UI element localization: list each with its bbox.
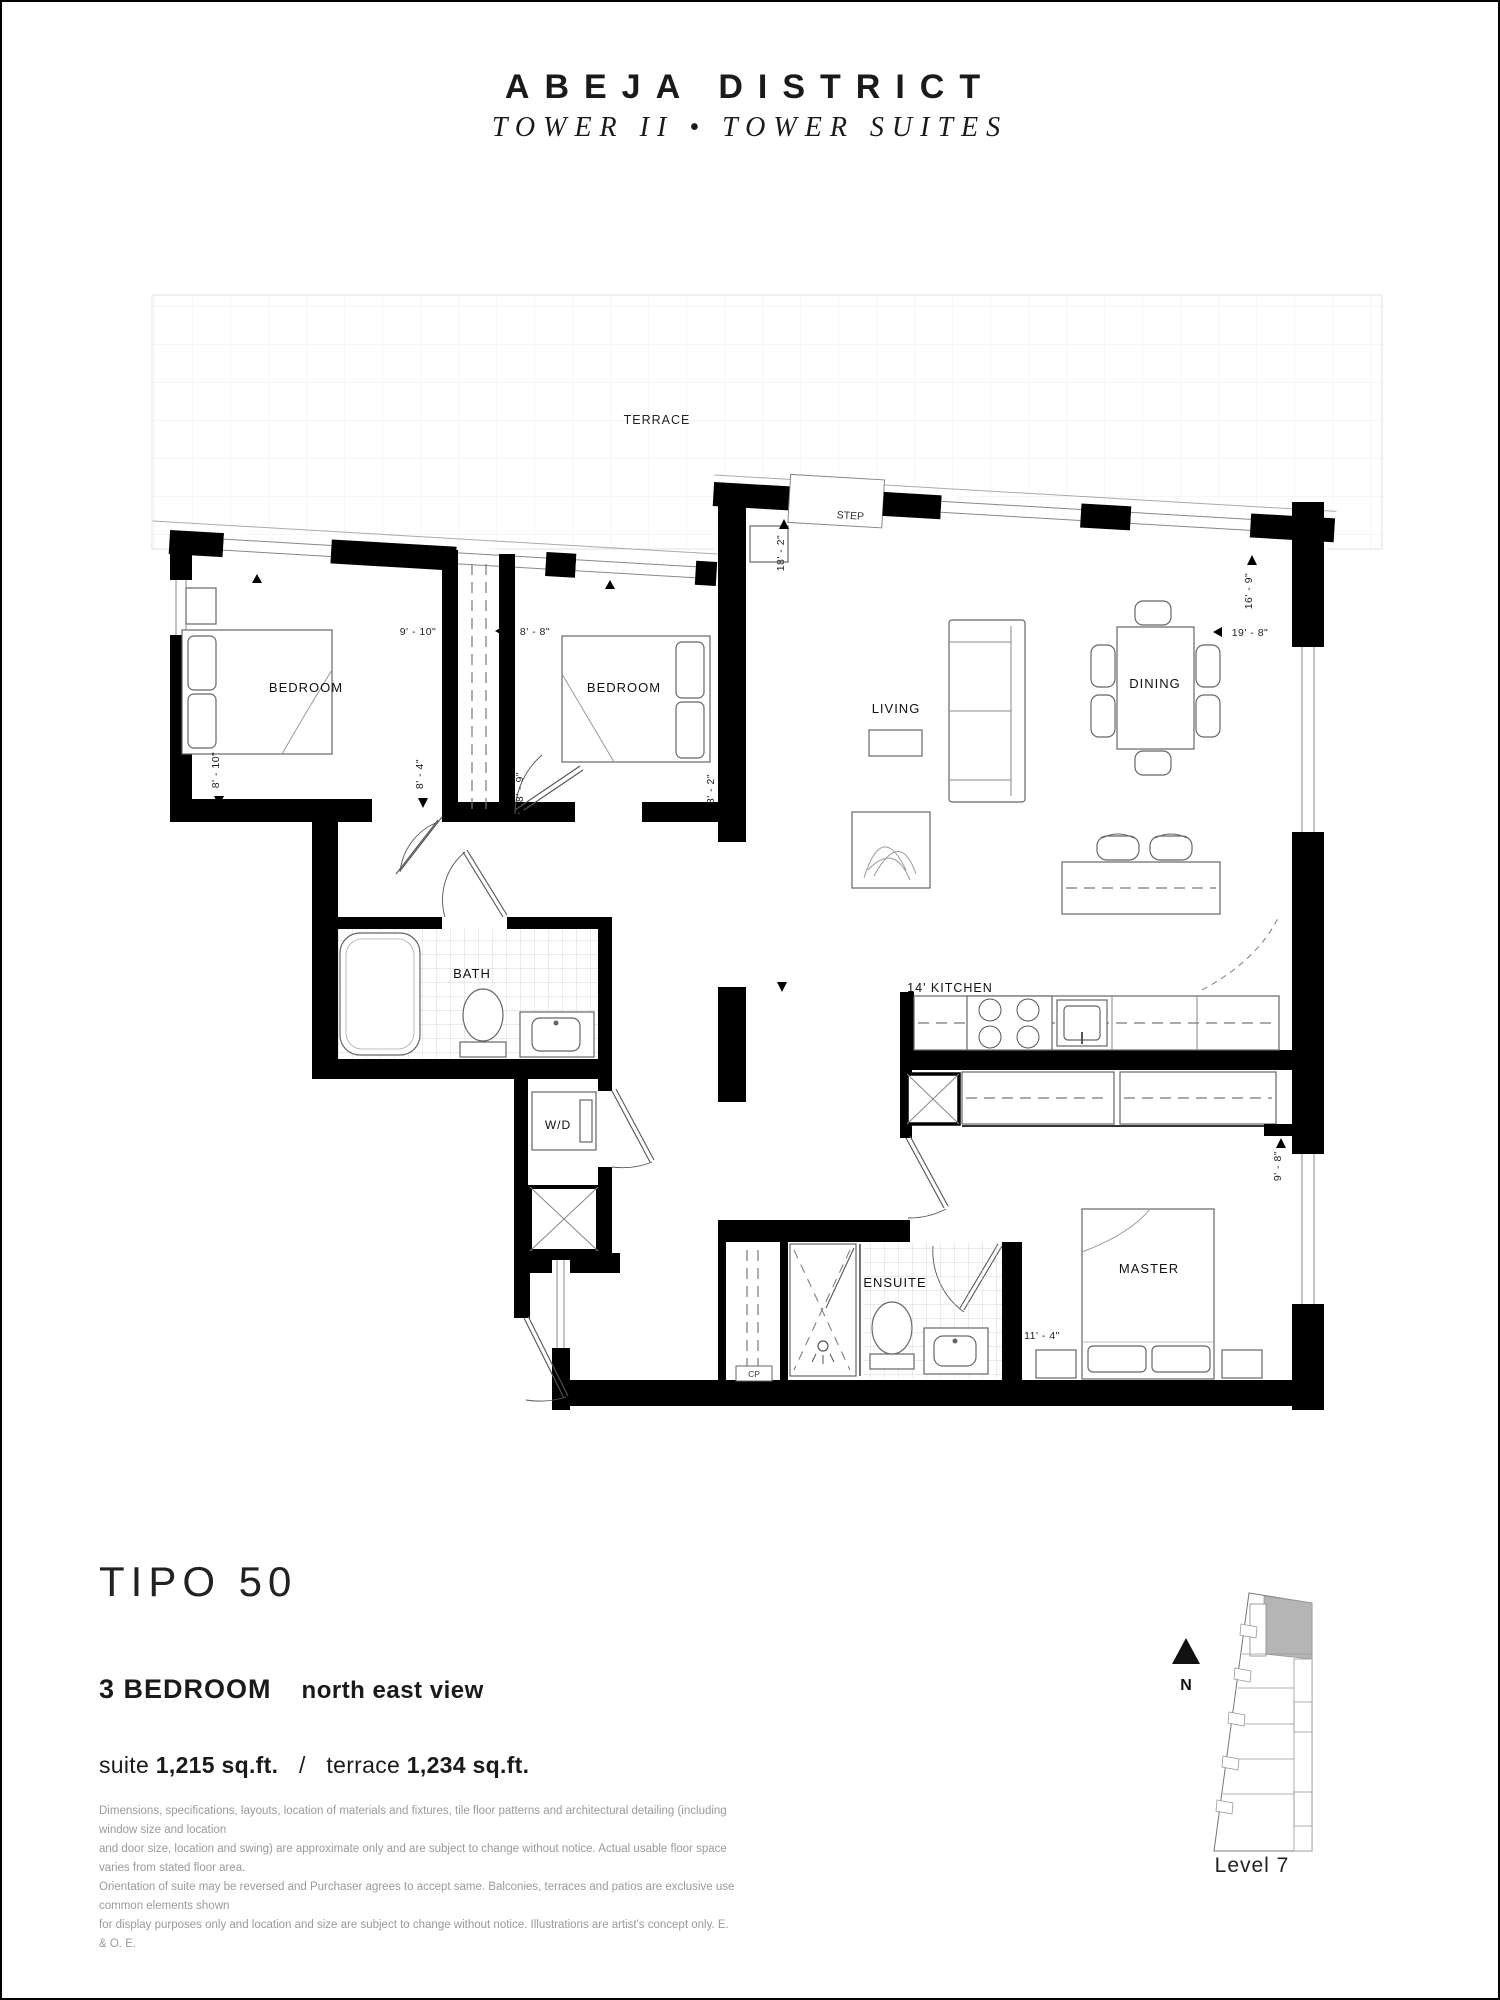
entry-closet [718, 1242, 788, 1381]
key-plan [1172, 1593, 1312, 1877]
dim-dining-depth: 16' - 9" [1243, 572, 1255, 610]
dim-living-depth: 18' - 2" [775, 534, 787, 572]
ensuite-toilet [870, 1302, 914, 1369]
ensuite-sink [924, 1328, 988, 1374]
page-subtitle: TOWER II • TOWER SUITES [491, 112, 1009, 143]
dim-bedroom2-depth: 8' - 2" [705, 773, 717, 805]
north-arrow-icon [1172, 1638, 1200, 1664]
stool [1150, 836, 1192, 860]
dim-bedroom1-width: 9' - 10" [399, 626, 437, 638]
kitchen-sink-icon [1057, 1000, 1107, 1046]
bedroom2 [562, 636, 710, 762]
media-console [869, 730, 922, 756]
dim-living-width: 19' - 8" [1231, 627, 1269, 639]
disclaimer-line: Dimensions, specifications, layouts, location of materials and fixtures, tile floor patterns and architectural detailing (including window size and location [99, 1805, 727, 1836]
ensuite [790, 1242, 1002, 1378]
room-label-bedroom2: BEDROOM [586, 680, 662, 695]
laundry [530, 1092, 598, 1251]
living [750, 526, 1025, 888]
suite-type-line [99, 1674, 484, 1705]
room-label-bedroom1: BEDROOM [268, 680, 344, 695]
area-divider: / [299, 1752, 306, 1778]
room-label-bath: BATH [453, 966, 491, 981]
dim-hall: 8' - 9" [514, 771, 526, 803]
step-label: STEP [836, 509, 865, 523]
kitchen [907, 834, 1279, 1050]
page-title: ABEJA DISTRICT [504, 68, 996, 106]
bath-sink [520, 1012, 594, 1057]
island [1062, 834, 1220, 914]
disclaimer-line: Orientation of suite may be reversed and Purchaser agrees to accept same. Balconies, terraces and patios are exclusive use common elements shown [99, 1881, 735, 1912]
suite-area-value: 1,215 sq.ft. [155, 1752, 279, 1778]
highlighted-suite [1264, 1596, 1312, 1659]
dim-master-depth: 9' - 8" [1272, 1150, 1284, 1182]
master [1036, 1209, 1262, 1379]
room-label-ensuite: ENSUITE [863, 1275, 927, 1290]
room-label-wd: W/D [544, 1118, 572, 1132]
dim-closet-depth: 8' - 4" [414, 758, 426, 790]
bathtub [340, 933, 420, 1055]
stool [1097, 836, 1139, 860]
hall-closets [907, 1072, 1292, 1136]
room-label-master: MASTER [1118, 1261, 1180, 1276]
dim-bedroom2-width: 8' - 8" [519, 626, 551, 638]
terrace-label: TERRACE [623, 413, 691, 427]
stove-icon [967, 996, 1052, 1050]
area-line [99, 1752, 529, 1779]
bedroom1 [182, 564, 486, 810]
suite-model: TIPO 50 [99, 1558, 298, 1605]
disclaimer-line: for display purposes only and location and size are subject to change without notice. Illustrations are artist's concept only. E. & O. E. [99, 1919, 729, 1950]
dining [1091, 601, 1220, 775]
terrace-area-label: terrace [326, 1752, 401, 1778]
bedroom-count: 3 BEDROOM [99, 1674, 272, 1704]
view-direction: north east view [301, 1677, 484, 1704]
room-label-kitchen: 14' KITCHEN [907, 981, 993, 995]
disclaimer [99, 1802, 739, 1954]
closet-label: CP [748, 1369, 760, 1379]
room-label-dining: DINING [1129, 676, 1181, 691]
decor-plant [852, 812, 930, 888]
room-label-living: LIVING [871, 701, 921, 716]
disclaimer-line: and door size, location and swing) are approximate only and are subject to change without notice. Actual usable floor space varies from stated floor area. [99, 1843, 727, 1874]
north-label: N [1180, 1677, 1192, 1694]
shower [790, 1244, 856, 1376]
terrace-area-value: 1,234 sq.ft. [406, 1752, 530, 1778]
toilet [460, 989, 506, 1057]
dim-bedroom1-depth: 8' - 10" [210, 751, 222, 789]
suite-area-label: suite [99, 1752, 150, 1778]
level-label: Level 7 [1214, 1854, 1290, 1877]
bath [338, 929, 598, 1059]
dim-master-width: 11' - 4" [1024, 1330, 1060, 1342]
